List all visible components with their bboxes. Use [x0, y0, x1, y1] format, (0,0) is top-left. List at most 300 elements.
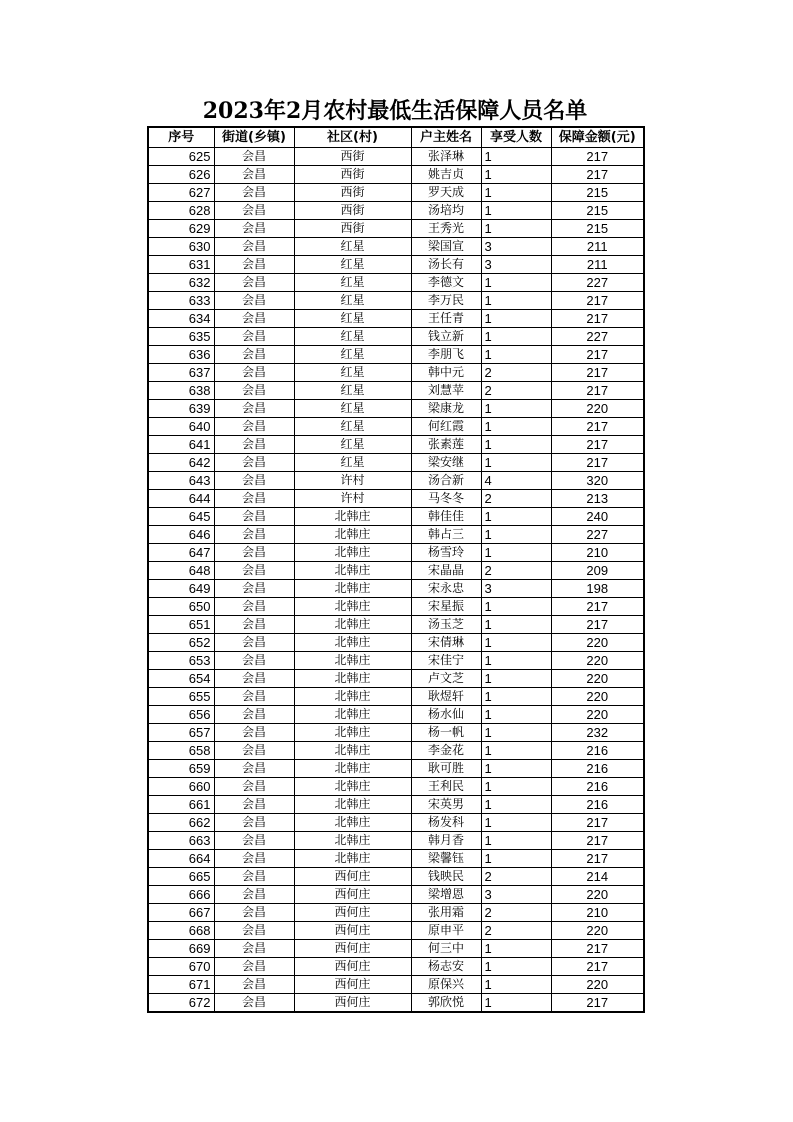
cell-seq: 663 [148, 832, 214, 850]
cell-village: 北韩庄 [294, 688, 411, 706]
cell-village: 红星 [294, 400, 411, 418]
table-row [148, 778, 644, 796]
cell-town: 会昌 [214, 184, 294, 202]
cell-seq: 672 [148, 994, 214, 1013]
cell-village: 北韩庄 [294, 598, 411, 616]
cell-beneficiary-count: 1 [481, 760, 551, 778]
cell-town: 会昌 [214, 670, 294, 688]
cell-seq: 667 [148, 904, 214, 922]
cell-village: 北韩庄 [294, 508, 411, 526]
cell-village: 西何庄 [294, 886, 411, 904]
cell-village: 西何庄 [294, 940, 411, 958]
table-row [148, 688, 644, 706]
cell-beneficiary-count: 1 [481, 310, 551, 328]
cell-seq: 646 [148, 526, 214, 544]
cell-householder-name: 韩月香 [411, 832, 481, 850]
cell-householder-name: 钱立新 [411, 328, 481, 346]
table-row [148, 724, 644, 742]
document-title: 2023年2月农村最低生活保障人员名单 [202, 98, 588, 124]
cell-amount: 320 [551, 472, 644, 490]
cell-village: 北韩庄 [294, 850, 411, 868]
cell-village: 北韩庄 [294, 778, 411, 796]
cell-town: 会昌 [214, 850, 294, 868]
table-row [148, 886, 644, 904]
cell-town: 会昌 [214, 868, 294, 886]
cell-village: 西何庄 [294, 868, 411, 886]
cell-householder-name: 韩佳佳 [411, 508, 481, 526]
cell-seq: 671 [148, 976, 214, 994]
cell-beneficiary-count: 1 [481, 184, 551, 202]
cell-village: 西街 [294, 148, 411, 166]
cell-town: 会昌 [214, 382, 294, 400]
cell-village: 北韩庄 [294, 706, 411, 724]
cell-village: 西何庄 [294, 904, 411, 922]
cell-householder-name: 梁国宣 [411, 238, 481, 256]
table-row [148, 328, 644, 346]
cell-village: 北韩庄 [294, 526, 411, 544]
cell-seq: 626 [148, 166, 214, 184]
table-row [148, 274, 644, 292]
table-row [148, 238, 644, 256]
cell-amount: 217 [551, 994, 644, 1013]
cell-seq: 662 [148, 814, 214, 832]
cell-town: 会昌 [214, 400, 294, 418]
cell-amount: 220 [551, 976, 644, 994]
cell-beneficiary-count: 1 [481, 508, 551, 526]
table-row [148, 832, 644, 850]
cell-village: 红星 [294, 292, 411, 310]
header-seq: 序号 [148, 127, 214, 148]
cell-beneficiary-count: 1 [481, 346, 551, 364]
cell-village: 许村 [294, 472, 411, 490]
cell-beneficiary-count: 1 [481, 652, 551, 670]
cell-seq: 629 [148, 220, 214, 238]
cell-town: 会昌 [214, 346, 294, 364]
cell-town: 会昌 [214, 544, 294, 562]
header-amount: 保障金额(元) [551, 127, 644, 148]
cell-householder-name: 卢文芝 [411, 670, 481, 688]
cell-village: 北韩庄 [294, 670, 411, 688]
cell-village: 红星 [294, 328, 411, 346]
cell-beneficiary-count: 1 [481, 706, 551, 724]
table-row [148, 940, 644, 958]
cell-town: 会昌 [214, 616, 294, 634]
cell-seq: 643 [148, 472, 214, 490]
cell-seq: 650 [148, 598, 214, 616]
table-row [148, 400, 644, 418]
cell-beneficiary-count: 2 [481, 382, 551, 400]
cell-householder-name: 王任青 [411, 310, 481, 328]
cell-seq: 653 [148, 652, 214, 670]
cell-amount: 217 [551, 418, 644, 436]
cell-householder-name: 郭欣悦 [411, 994, 481, 1013]
cell-village: 北韩庄 [294, 634, 411, 652]
cell-beneficiary-count: 1 [481, 850, 551, 868]
cell-town: 会昌 [214, 508, 294, 526]
cell-beneficiary-count: 1 [481, 454, 551, 472]
cell-householder-name: 耿可胜 [411, 760, 481, 778]
cell-village: 西何庄 [294, 958, 411, 976]
cell-amount: 240 [551, 508, 644, 526]
cell-seq: 657 [148, 724, 214, 742]
cell-beneficiary-count: 3 [481, 256, 551, 274]
cell-amount: 232 [551, 724, 644, 742]
cell-seq: 651 [148, 616, 214, 634]
table-body [148, 148, 644, 1013]
table-row [148, 814, 644, 832]
cell-village: 北韩庄 [294, 652, 411, 670]
cell-amount: 217 [551, 958, 644, 976]
header-householder-name: 户主姓名 [411, 127, 481, 148]
cell-town: 会昌 [214, 580, 294, 598]
cell-householder-name: 王秀光 [411, 220, 481, 238]
cell-town: 会昌 [214, 742, 294, 760]
cell-householder-name: 李万民 [411, 292, 481, 310]
cell-seq: 636 [148, 346, 214, 364]
cell-beneficiary-count: 1 [481, 400, 551, 418]
cell-town: 会昌 [214, 292, 294, 310]
cell-beneficiary-count: 3 [481, 886, 551, 904]
cell-householder-name: 张素莲 [411, 436, 481, 454]
cell-village: 红星 [294, 454, 411, 472]
table-row [148, 310, 644, 328]
cell-householder-name: 汤合新 [411, 472, 481, 490]
table-row [148, 868, 644, 886]
cell-amount: 215 [551, 220, 644, 238]
cell-seq: 661 [148, 796, 214, 814]
cell-seq: 634 [148, 310, 214, 328]
cell-householder-name: 杨水仙 [411, 706, 481, 724]
cell-beneficiary-count: 2 [481, 868, 551, 886]
table-header-row [148, 127, 644, 148]
cell-village: 红星 [294, 382, 411, 400]
table-row [148, 346, 644, 364]
cell-householder-name: 姚吉贞 [411, 166, 481, 184]
cell-village: 红星 [294, 364, 411, 382]
cell-seq: 660 [148, 778, 214, 796]
cell-amount: 217 [551, 292, 644, 310]
cell-householder-name: 马冬冬 [411, 490, 481, 508]
cell-amount: 217 [551, 598, 644, 616]
table-row [148, 184, 644, 202]
cell-village: 许村 [294, 490, 411, 508]
cell-village: 北韩庄 [294, 544, 411, 562]
cell-beneficiary-count: 1 [481, 634, 551, 652]
table-row [148, 580, 644, 598]
cell-seq: 665 [148, 868, 214, 886]
cell-householder-name: 杨一帆 [411, 724, 481, 742]
cell-householder-name: 杨志安 [411, 958, 481, 976]
cell-householder-name: 梁安继 [411, 454, 481, 472]
cell-seq: 642 [148, 454, 214, 472]
cell-householder-name: 韩占三 [411, 526, 481, 544]
cell-village: 红星 [294, 436, 411, 454]
cell-town: 会昌 [214, 310, 294, 328]
cell-householder-name: 梁馨钰 [411, 850, 481, 868]
cell-beneficiary-count: 3 [481, 580, 551, 598]
cell-amount: 209 [551, 562, 644, 580]
cell-beneficiary-count: 1 [481, 166, 551, 184]
cell-town: 会昌 [214, 202, 294, 220]
cell-amount: 217 [551, 850, 644, 868]
cell-householder-name: 原保兴 [411, 976, 481, 994]
cell-householder-name: 宋佳宁 [411, 652, 481, 670]
cell-amount: 217 [551, 382, 644, 400]
cell-seq: 645 [148, 508, 214, 526]
cell-seq: 669 [148, 940, 214, 958]
table-row [148, 922, 644, 940]
cell-householder-name: 杨雪玲 [411, 544, 481, 562]
cell-beneficiary-count: 1 [481, 148, 551, 166]
cell-seq: 664 [148, 850, 214, 868]
cell-village: 北韩庄 [294, 616, 411, 634]
cell-amount: 217 [551, 454, 644, 472]
cell-householder-name: 李金花 [411, 742, 481, 760]
cell-seq: 627 [148, 184, 214, 202]
cell-amount: 217 [551, 148, 644, 166]
table-row [148, 904, 644, 922]
cell-village: 西街 [294, 220, 411, 238]
cell-town: 会昌 [214, 562, 294, 580]
cell-seq: 640 [148, 418, 214, 436]
header-beneficiary-count: 享受人数 [481, 127, 551, 148]
table-row [148, 958, 644, 976]
cell-beneficiary-count: 1 [481, 544, 551, 562]
cell-amount: 220 [551, 706, 644, 724]
cell-beneficiary-count: 1 [481, 220, 551, 238]
cell-amount: 217 [551, 346, 644, 364]
cell-householder-name: 汤玉芝 [411, 616, 481, 634]
table-row [148, 544, 644, 562]
cell-town: 会昌 [214, 940, 294, 958]
cell-town: 会昌 [214, 778, 294, 796]
cell-town: 会昌 [214, 904, 294, 922]
cell-beneficiary-count: 2 [481, 562, 551, 580]
cell-village: 北韩庄 [294, 580, 411, 598]
cell-amount: 220 [551, 688, 644, 706]
cell-seq: 639 [148, 400, 214, 418]
cell-amount: 214 [551, 868, 644, 886]
cell-householder-name: 汤培均 [411, 202, 481, 220]
cell-seq: 632 [148, 274, 214, 292]
cell-householder-name: 刘慧苹 [411, 382, 481, 400]
cell-village: 西何庄 [294, 994, 411, 1013]
cell-village: 红星 [294, 238, 411, 256]
cell-amount: 210 [551, 544, 644, 562]
table-row [148, 616, 644, 634]
cell-householder-name: 何红霞 [411, 418, 481, 436]
cell-amount: 210 [551, 904, 644, 922]
cell-town: 会昌 [214, 832, 294, 850]
table-row [148, 364, 644, 382]
cell-seq: 644 [148, 490, 214, 508]
cell-town: 会昌 [214, 796, 294, 814]
table-row [148, 382, 644, 400]
cell-seq: 666 [148, 886, 214, 904]
cell-beneficiary-count: 4 [481, 472, 551, 490]
cell-town: 会昌 [214, 814, 294, 832]
cell-town: 会昌 [214, 922, 294, 940]
cell-village: 北韩庄 [294, 814, 411, 832]
cell-householder-name: 宋晶晶 [411, 562, 481, 580]
cell-village: 红星 [294, 346, 411, 364]
cell-householder-name: 韩中元 [411, 364, 481, 382]
cell-beneficiary-count: 1 [481, 994, 551, 1013]
table-row [148, 202, 644, 220]
cell-householder-name: 宋英男 [411, 796, 481, 814]
table-row [148, 166, 644, 184]
cell-beneficiary-count: 1 [481, 688, 551, 706]
cell-village: 西何庄 [294, 922, 411, 940]
cell-beneficiary-count: 1 [481, 778, 551, 796]
cell-amount: 211 [551, 238, 644, 256]
table-row [148, 508, 644, 526]
table-row [148, 454, 644, 472]
cell-amount: 220 [551, 634, 644, 652]
cell-beneficiary-count: 1 [481, 292, 551, 310]
cell-seq: 631 [148, 256, 214, 274]
cell-amount: 220 [551, 652, 644, 670]
cell-beneficiary-count: 2 [481, 922, 551, 940]
cell-beneficiary-count: 1 [481, 526, 551, 544]
table-row [148, 796, 644, 814]
cell-town: 会昌 [214, 652, 294, 670]
header-town: 街道(乡镇) [214, 127, 294, 148]
cell-amount: 213 [551, 490, 644, 508]
cell-amount: 220 [551, 400, 644, 418]
cell-beneficiary-count: 1 [481, 940, 551, 958]
cell-beneficiary-count: 2 [481, 904, 551, 922]
table-row [148, 292, 644, 310]
table-row [148, 562, 644, 580]
table-row [148, 148, 644, 166]
cell-beneficiary-count: 1 [481, 616, 551, 634]
cell-amount: 216 [551, 796, 644, 814]
cell-beneficiary-count: 1 [481, 418, 551, 436]
cell-beneficiary-count: 1 [481, 436, 551, 454]
cell-seq: 655 [148, 688, 214, 706]
cell-amount: 220 [551, 922, 644, 940]
cell-amount: 216 [551, 778, 644, 796]
cell-seq: 648 [148, 562, 214, 580]
cell-village: 北韩庄 [294, 796, 411, 814]
cell-householder-name: 宋倩琳 [411, 634, 481, 652]
cell-village: 北韩庄 [294, 832, 411, 850]
cell-householder-name: 梁增恩 [411, 886, 481, 904]
cell-seq: 658 [148, 742, 214, 760]
table-row [148, 994, 644, 1013]
cell-amount: 217 [551, 616, 644, 634]
beneficiary-table [147, 126, 645, 1013]
table-row [148, 256, 644, 274]
cell-householder-name: 梁康龙 [411, 400, 481, 418]
cell-householder-name: 王利民 [411, 778, 481, 796]
cell-seq: 635 [148, 328, 214, 346]
cell-householder-name: 李德文 [411, 274, 481, 292]
table-row [148, 634, 644, 652]
cell-beneficiary-count: 1 [481, 976, 551, 994]
cell-town: 会昌 [214, 274, 294, 292]
cell-town: 会昌 [214, 724, 294, 742]
cell-town: 会昌 [214, 976, 294, 994]
cell-householder-name: 张泽琳 [411, 148, 481, 166]
cell-seq: 630 [148, 238, 214, 256]
cell-town: 会昌 [214, 490, 294, 508]
cell-beneficiary-count: 1 [481, 274, 551, 292]
table-row [148, 436, 644, 454]
cell-householder-name: 何三中 [411, 940, 481, 958]
cell-householder-name: 罗天成 [411, 184, 481, 202]
cell-beneficiary-count: 1 [481, 958, 551, 976]
cell-amount: 217 [551, 940, 644, 958]
cell-seq: 670 [148, 958, 214, 976]
cell-householder-name: 钱映民 [411, 868, 481, 886]
table-row [148, 670, 644, 688]
cell-amount: 217 [551, 310, 644, 328]
table-row [148, 742, 644, 760]
cell-amount: 227 [551, 274, 644, 292]
table-row [148, 652, 644, 670]
cell-town: 会昌 [214, 454, 294, 472]
cell-amount: 217 [551, 166, 644, 184]
cell-village: 西街 [294, 202, 411, 220]
cell-beneficiary-count: 1 [481, 598, 551, 616]
cell-seq: 625 [148, 148, 214, 166]
cell-village: 北韩庄 [294, 562, 411, 580]
cell-town: 会昌 [214, 526, 294, 544]
cell-town: 会昌 [214, 760, 294, 778]
cell-town: 会昌 [214, 958, 294, 976]
cell-village: 红星 [294, 274, 411, 292]
cell-amount: 211 [551, 256, 644, 274]
cell-town: 会昌 [214, 238, 294, 256]
cell-seq: 628 [148, 202, 214, 220]
cell-beneficiary-count: 1 [481, 796, 551, 814]
cell-householder-name: 汤长有 [411, 256, 481, 274]
table-row [148, 760, 644, 778]
cell-beneficiary-count: 1 [481, 202, 551, 220]
cell-village: 西何庄 [294, 976, 411, 994]
cell-village: 红星 [294, 310, 411, 328]
cell-householder-name: 宋永忠 [411, 580, 481, 598]
cell-beneficiary-count: 2 [481, 490, 551, 508]
cell-householder-name: 杨发科 [411, 814, 481, 832]
cell-seq: 638 [148, 382, 214, 400]
table-row [148, 850, 644, 868]
cell-amount: 215 [551, 184, 644, 202]
cell-seq: 654 [148, 670, 214, 688]
cell-town: 会昌 [214, 994, 294, 1013]
table-row [148, 598, 644, 616]
table-row [148, 490, 644, 508]
cell-seq: 647 [148, 544, 214, 562]
cell-town: 会昌 [214, 220, 294, 238]
cell-beneficiary-count: 3 [481, 238, 551, 256]
cell-town: 会昌 [214, 472, 294, 490]
cell-seq: 668 [148, 922, 214, 940]
cell-seq: 633 [148, 292, 214, 310]
cell-amount: 217 [551, 436, 644, 454]
cell-householder-name: 宋星振 [411, 598, 481, 616]
cell-seq: 641 [148, 436, 214, 454]
cell-village: 北韩庄 [294, 760, 411, 778]
cell-seq: 637 [148, 364, 214, 382]
cell-amount: 217 [551, 364, 644, 382]
cell-householder-name: 耿煜轩 [411, 688, 481, 706]
cell-seq: 656 [148, 706, 214, 724]
cell-beneficiary-count: 1 [481, 328, 551, 346]
cell-town: 会昌 [214, 328, 294, 346]
